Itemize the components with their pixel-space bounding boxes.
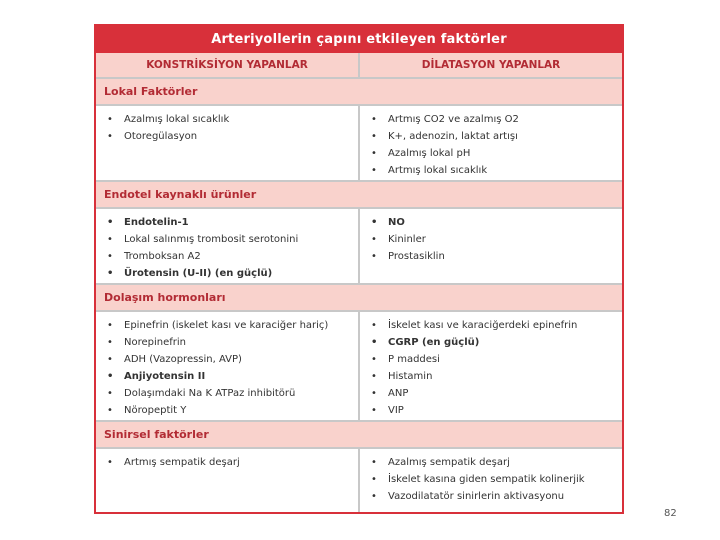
list-item: • Azalmış lokal pH: [368, 145, 618, 162]
table-title: Arteriyollerin çapını etkileyen faktörler: [96, 26, 622, 53]
section-title-endothelial-products: Endotel kaynaklı ürünler: [96, 182, 622, 207]
list-item: • Azalmış lokal sıcaklık: [104, 111, 354, 128]
list-item: • CGRP (en güçlü): [368, 334, 618, 351]
section-body-circulating-hormones: [96, 312, 622, 420]
list-item: • ADH (Vazopressin, AVP): [104, 351, 354, 368]
list-item: • Prostasiklin: [368, 248, 618, 265]
list-item: • İskelet kası ve karaciğerdeki epinefrin: [368, 317, 618, 334]
factors-table: [94, 24, 624, 514]
dilators-cell: [360, 209, 622, 283]
list-item: • Norepinefrin: [104, 334, 354, 351]
constrictors-cell: [96, 312, 358, 420]
section-body-local-factors: [96, 106, 622, 180]
dilator-list: [368, 214, 618, 265]
dilator-list: [368, 111, 618, 179]
dilator-list: [368, 317, 618, 419]
list-item: • NO: [368, 214, 618, 231]
list-item: • Vazodilatatör sinirlerin aktivasyonu: [368, 488, 618, 505]
list-item: • Artmış sempatik deşarj: [104, 454, 354, 471]
dilator-list: [368, 454, 618, 505]
constrictor-list: [104, 454, 354, 471]
constrictor-list: [104, 214, 354, 282]
column-header-row: [96, 53, 622, 79]
header-constrictors: KONSTRİKSİYON YAPANLAR: [96, 53, 360, 77]
list-item: • Tromboksan A2: [104, 248, 354, 265]
section-title-local-factors: Lokal Faktörler: [96, 79, 622, 104]
section-body-endothelial-products: [96, 209, 622, 283]
list-item: • Endotelin-1: [104, 214, 354, 231]
list-item: • Anjiyotensin II: [104, 368, 354, 385]
dilators-cell: [360, 312, 622, 420]
list-item: • Histamin: [368, 368, 618, 385]
list-item: • VIP: [368, 402, 618, 419]
section-title-circulating-hormones: Dolaşım hormonları: [96, 285, 622, 310]
list-item: • Artmış lokal sıcaklık: [368, 162, 618, 179]
constrictors-cell: [96, 209, 358, 283]
dilators-cell: [360, 106, 622, 180]
constrictors-cell: [96, 106, 358, 180]
list-item: • Azalmış sempatik deşarj: [368, 454, 618, 471]
list-item: • Epinefrin (iskelet kası ve karaciğer hariç): [104, 317, 354, 334]
list-item: • K+, adenozin, laktat artışı: [368, 128, 618, 145]
list-item: • İskelet kasına giden sempatik kolinerjik: [368, 471, 618, 488]
section-title-neural-factors: Sinirsel faktörler: [96, 422, 622, 447]
list-item: • Ürotensin (U-II) (en güçlü): [104, 265, 354, 282]
dilators-cell: [360, 449, 622, 512]
list-item: • ANP: [368, 385, 618, 402]
list-item: • Lokal salınmış trombosit serotonini: [104, 231, 354, 248]
list-item: • P maddesi: [368, 351, 618, 368]
list-item: • Otoregülasyon: [104, 128, 354, 145]
constrictor-list: [104, 317, 354, 419]
list-item: • Kininler: [368, 231, 618, 248]
list-item: • Dolaşımdaki Na K ATPaz inhibitörü: [104, 385, 354, 402]
constrictor-list: [104, 111, 354, 145]
list-item: • Artmış CO2 ve azalmış O2: [368, 111, 618, 128]
header-dilators: DİLATASYON YAPANLAR: [421, 59, 561, 71]
constrictors-cell: [96, 449, 358, 512]
section-body-neural-factors: [96, 449, 622, 512]
list-item: • Nöropeptit Y: [104, 402, 354, 419]
page-number: 82: [664, 508, 677, 519]
